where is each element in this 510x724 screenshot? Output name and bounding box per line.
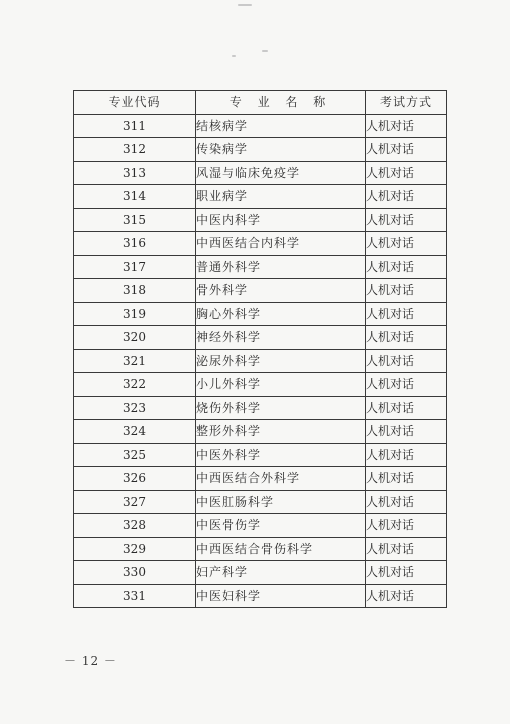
header-exam-mode: 考试方式 bbox=[366, 91, 447, 115]
major-code-cell: 318 bbox=[74, 279, 196, 303]
table-row bbox=[74, 420, 447, 444]
exam-mode-cell: 人机对话 bbox=[366, 279, 447, 303]
major-code-cell: 315 bbox=[74, 208, 196, 232]
exam-mode-cell: 人机对话 bbox=[366, 420, 447, 444]
page-number: － 12 － bbox=[64, 654, 117, 668]
major-name-cell: 中西医结合骨伤科学 bbox=[196, 537, 366, 561]
exam-mode-cell: 人机对话 bbox=[366, 537, 447, 561]
major-name-cell: 泌尿外科学 bbox=[196, 349, 366, 373]
table-row bbox=[74, 443, 447, 467]
exam-mode-cell: 人机对话 bbox=[366, 584, 447, 608]
major-name-cell: 整形外科学 bbox=[196, 420, 366, 444]
major-name-cell: 妇产科学 bbox=[196, 561, 366, 585]
major-name-cell: 职业病学 bbox=[196, 185, 366, 209]
exam-mode-cell: 人机对话 bbox=[366, 490, 447, 514]
exam-mode-cell: 人机对话 bbox=[366, 208, 447, 232]
major-code-cell: 320 bbox=[74, 326, 196, 350]
major-code-cell: 326 bbox=[74, 467, 196, 491]
table-row bbox=[74, 161, 447, 185]
major-name-cell: 中西医结合外科学 bbox=[196, 467, 366, 491]
major-name-cell: 中医骨伤学 bbox=[196, 514, 366, 538]
major-name-cell: 神经外科学 bbox=[196, 326, 366, 350]
table-row bbox=[74, 373, 447, 397]
exam-mode-cell: 人机对话 bbox=[366, 138, 447, 162]
table-row bbox=[74, 208, 447, 232]
major-code-cell: 330 bbox=[74, 561, 196, 585]
major-name-cell: 骨外科学 bbox=[196, 279, 366, 303]
major-name-cell: 中医肛肠科学 bbox=[196, 490, 366, 514]
exam-mode-cell: 人机对话 bbox=[366, 326, 447, 350]
major-name-cell: 烧伤外科学 bbox=[196, 396, 366, 420]
major-name-cell: 中医妇科学 bbox=[196, 584, 366, 608]
scan-speck bbox=[238, 4, 252, 6]
exam-mode-cell: 人机对话 bbox=[366, 443, 447, 467]
table-body bbox=[74, 114, 447, 608]
major-code-cell: 319 bbox=[74, 302, 196, 326]
major-name-cell: 小儿外科学 bbox=[196, 373, 366, 397]
major-code-cell: 311 bbox=[74, 114, 196, 138]
table-row bbox=[74, 114, 447, 138]
major-name-cell: 中医内科学 bbox=[196, 208, 366, 232]
scan-speck bbox=[232, 55, 236, 57]
major-code-cell: 324 bbox=[74, 420, 196, 444]
major-name-cell: 结核病学 bbox=[196, 114, 366, 138]
table-row bbox=[74, 467, 447, 491]
exam-mode-cell: 人机对话 bbox=[366, 349, 447, 373]
table-row bbox=[74, 326, 447, 350]
exam-mode-cell: 人机对话 bbox=[366, 255, 447, 279]
exam-mode-cell: 人机对话 bbox=[366, 467, 447, 491]
table-row bbox=[74, 490, 447, 514]
major-code-cell: 312 bbox=[74, 138, 196, 162]
major-name-cell: 中西医结合内科学 bbox=[196, 232, 366, 256]
table-row bbox=[74, 232, 447, 256]
exam-mode-cell: 人机对话 bbox=[366, 396, 447, 420]
major-code-cell: 329 bbox=[74, 537, 196, 561]
major-code-cell: 322 bbox=[74, 373, 196, 397]
major-code-cell: 328 bbox=[74, 514, 196, 538]
header-major-code: 专业代码 bbox=[74, 91, 196, 115]
table-row bbox=[74, 185, 447, 209]
major-name-cell: 传染病学 bbox=[196, 138, 366, 162]
major-code-cell: 323 bbox=[74, 396, 196, 420]
scan-speck bbox=[262, 50, 268, 52]
major-code-cell: 313 bbox=[74, 161, 196, 185]
table-row bbox=[74, 349, 447, 373]
exam-mode-cell: 人机对话 bbox=[366, 561, 447, 585]
major-code-cell: 316 bbox=[74, 232, 196, 256]
major-code-cell: 327 bbox=[74, 490, 196, 514]
table-row bbox=[74, 584, 447, 608]
exam-mode-cell: 人机对话 bbox=[366, 185, 447, 209]
major-code-cell: 325 bbox=[74, 443, 196, 467]
exam-mode-cell: 人机对话 bbox=[366, 114, 447, 138]
table-row bbox=[74, 255, 447, 279]
major-code-cell: 321 bbox=[74, 349, 196, 373]
exam-mode-cell: 人机对话 bbox=[366, 514, 447, 538]
table-row bbox=[74, 279, 447, 303]
table-row bbox=[74, 138, 447, 162]
majors-table bbox=[73, 90, 447, 608]
exam-mode-cell: 人机对话 bbox=[366, 161, 447, 185]
table-row bbox=[74, 302, 447, 326]
table-row bbox=[74, 561, 447, 585]
exam-mode-cell: 人机对话 bbox=[366, 302, 447, 326]
major-name-cell: 胸心外科学 bbox=[196, 302, 366, 326]
major-name-cell: 中医外科学 bbox=[196, 443, 366, 467]
exam-mode-cell: 人机对话 bbox=[366, 232, 447, 256]
table-row bbox=[74, 537, 447, 561]
major-name-cell: 普通外科学 bbox=[196, 255, 366, 279]
header-major-name: 专 业 名 称 bbox=[196, 91, 366, 115]
major-code-cell: 331 bbox=[74, 584, 196, 608]
exam-mode-cell: 人机对话 bbox=[366, 373, 447, 397]
major-code-cell: 314 bbox=[74, 185, 196, 209]
major-code-cell: 317 bbox=[74, 255, 196, 279]
table-header-row bbox=[74, 91, 447, 115]
table-row bbox=[74, 514, 447, 538]
table-row bbox=[74, 396, 447, 420]
major-name-cell: 风湿与临床免疫学 bbox=[196, 161, 366, 185]
